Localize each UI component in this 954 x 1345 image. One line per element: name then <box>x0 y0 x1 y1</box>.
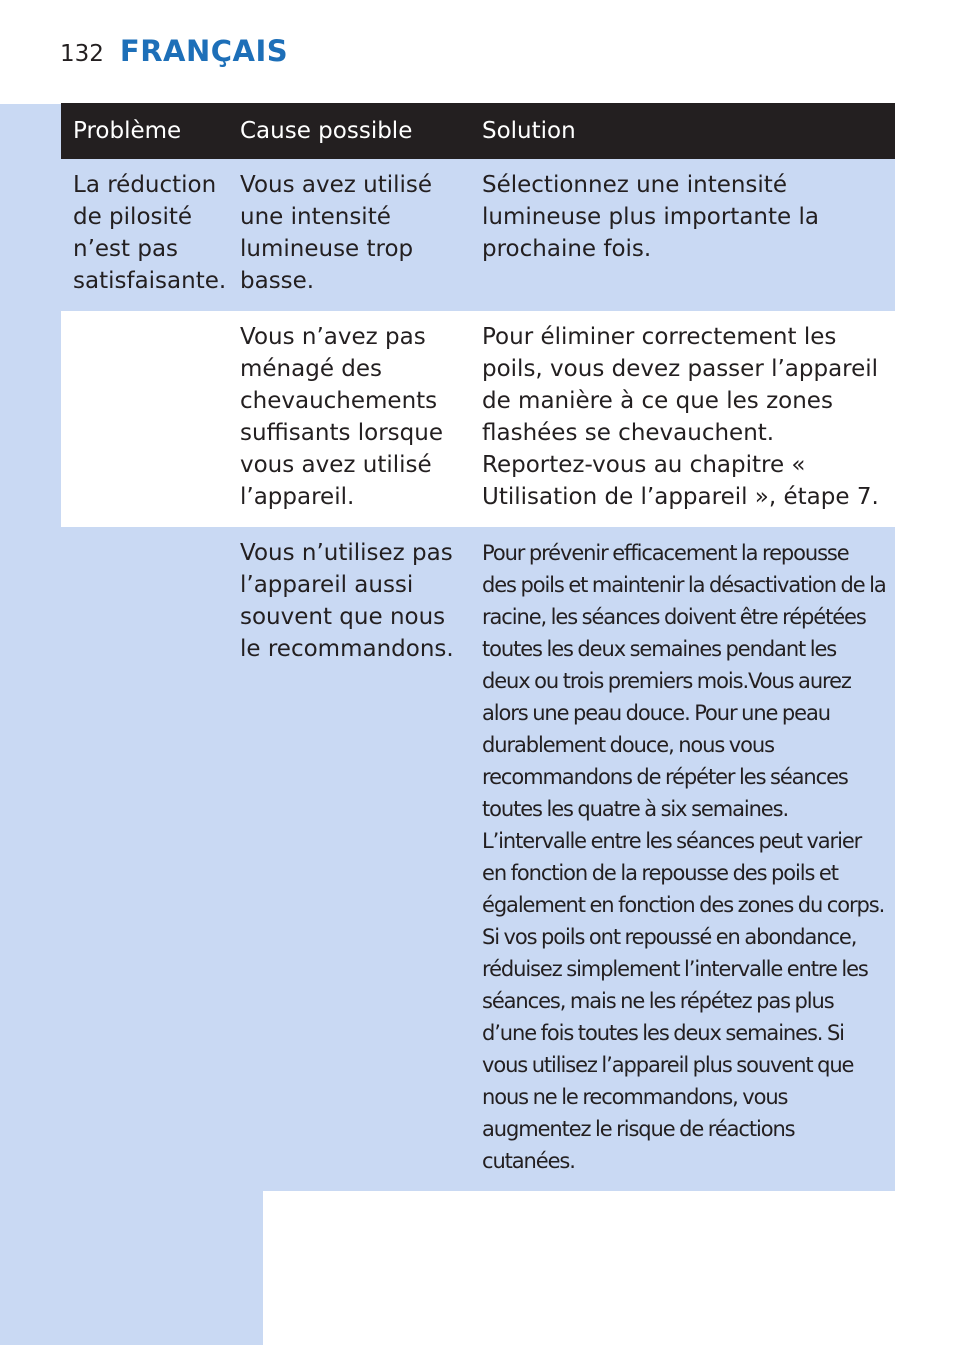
column-header-problem: Problème <box>61 103 228 159</box>
cause-cell: Vous n’utilisez pas l’appareil aussi souvent que nous le recommandons. <box>228 527 470 1191</box>
solution-cell: Pour éliminer correctement les poils, vous devez passer l’appareil de manière à ce que les zones flashées se chevauchent. Reportez-vous au chapitre « Utilisation de l’appareil », étape 7. <box>470 311 895 527</box>
solution-cell: Sélectionnez une intensité lumineuse plus importante la prochaine fois. <box>470 159 895 311</box>
page-number: 132 <box>60 41 104 67</box>
page-header <box>60 34 288 74</box>
table-row <box>61 527 895 1191</box>
side-color-gap <box>0 104 61 1167</box>
cause-cell: Vous n’avez pas ménagé des chevauchements suffisants lorsque vous avez utilisé l’appareil. <box>228 311 470 527</box>
column-header-cause: Cause possible <box>228 103 470 159</box>
problem-cell <box>61 527 228 1191</box>
problem-cell <box>61 311 228 527</box>
problem-cell: La réduction de pilosité n’est pas satisfaisante. <box>61 159 228 311</box>
solution-cell: Pour prévenir efficacement la repousse des poils et maintenir la désactivation de la racine, les séances doivent être répétées toutes les deux semaines pendant les deux ou trois premiers mois.Vous aurez alors une peau douce. Pour une peau durablement douce, nous vous recommandons de répéter les séances toutes les quatre à six semaines. L’intervalle entre les séances peut varier en fonction de la repousse des poils et également en fonction des zones du corps. Si vos poils ont repoussé en abondance, réduisez simplement l’intervalle entre les séances, mais ne les répétez pas plus d’une fois toutes les deux semaines. Si vous utilisez l’appareil plus souvent que nous ne le recommandons, vous augmentez le risque de réactions cutanées. <box>470 527 895 1191</box>
table-row <box>61 311 895 527</box>
table-row <box>61 159 895 311</box>
section-title: FRANÇAIS <box>119 34 289 68</box>
cause-cell: Vous avez utilisé une intensité lumineuse trop basse. <box>228 159 470 311</box>
troubleshooting-table <box>61 103 895 1191</box>
table-header-row <box>61 103 895 159</box>
column-header-solution: Solution <box>470 103 895 159</box>
